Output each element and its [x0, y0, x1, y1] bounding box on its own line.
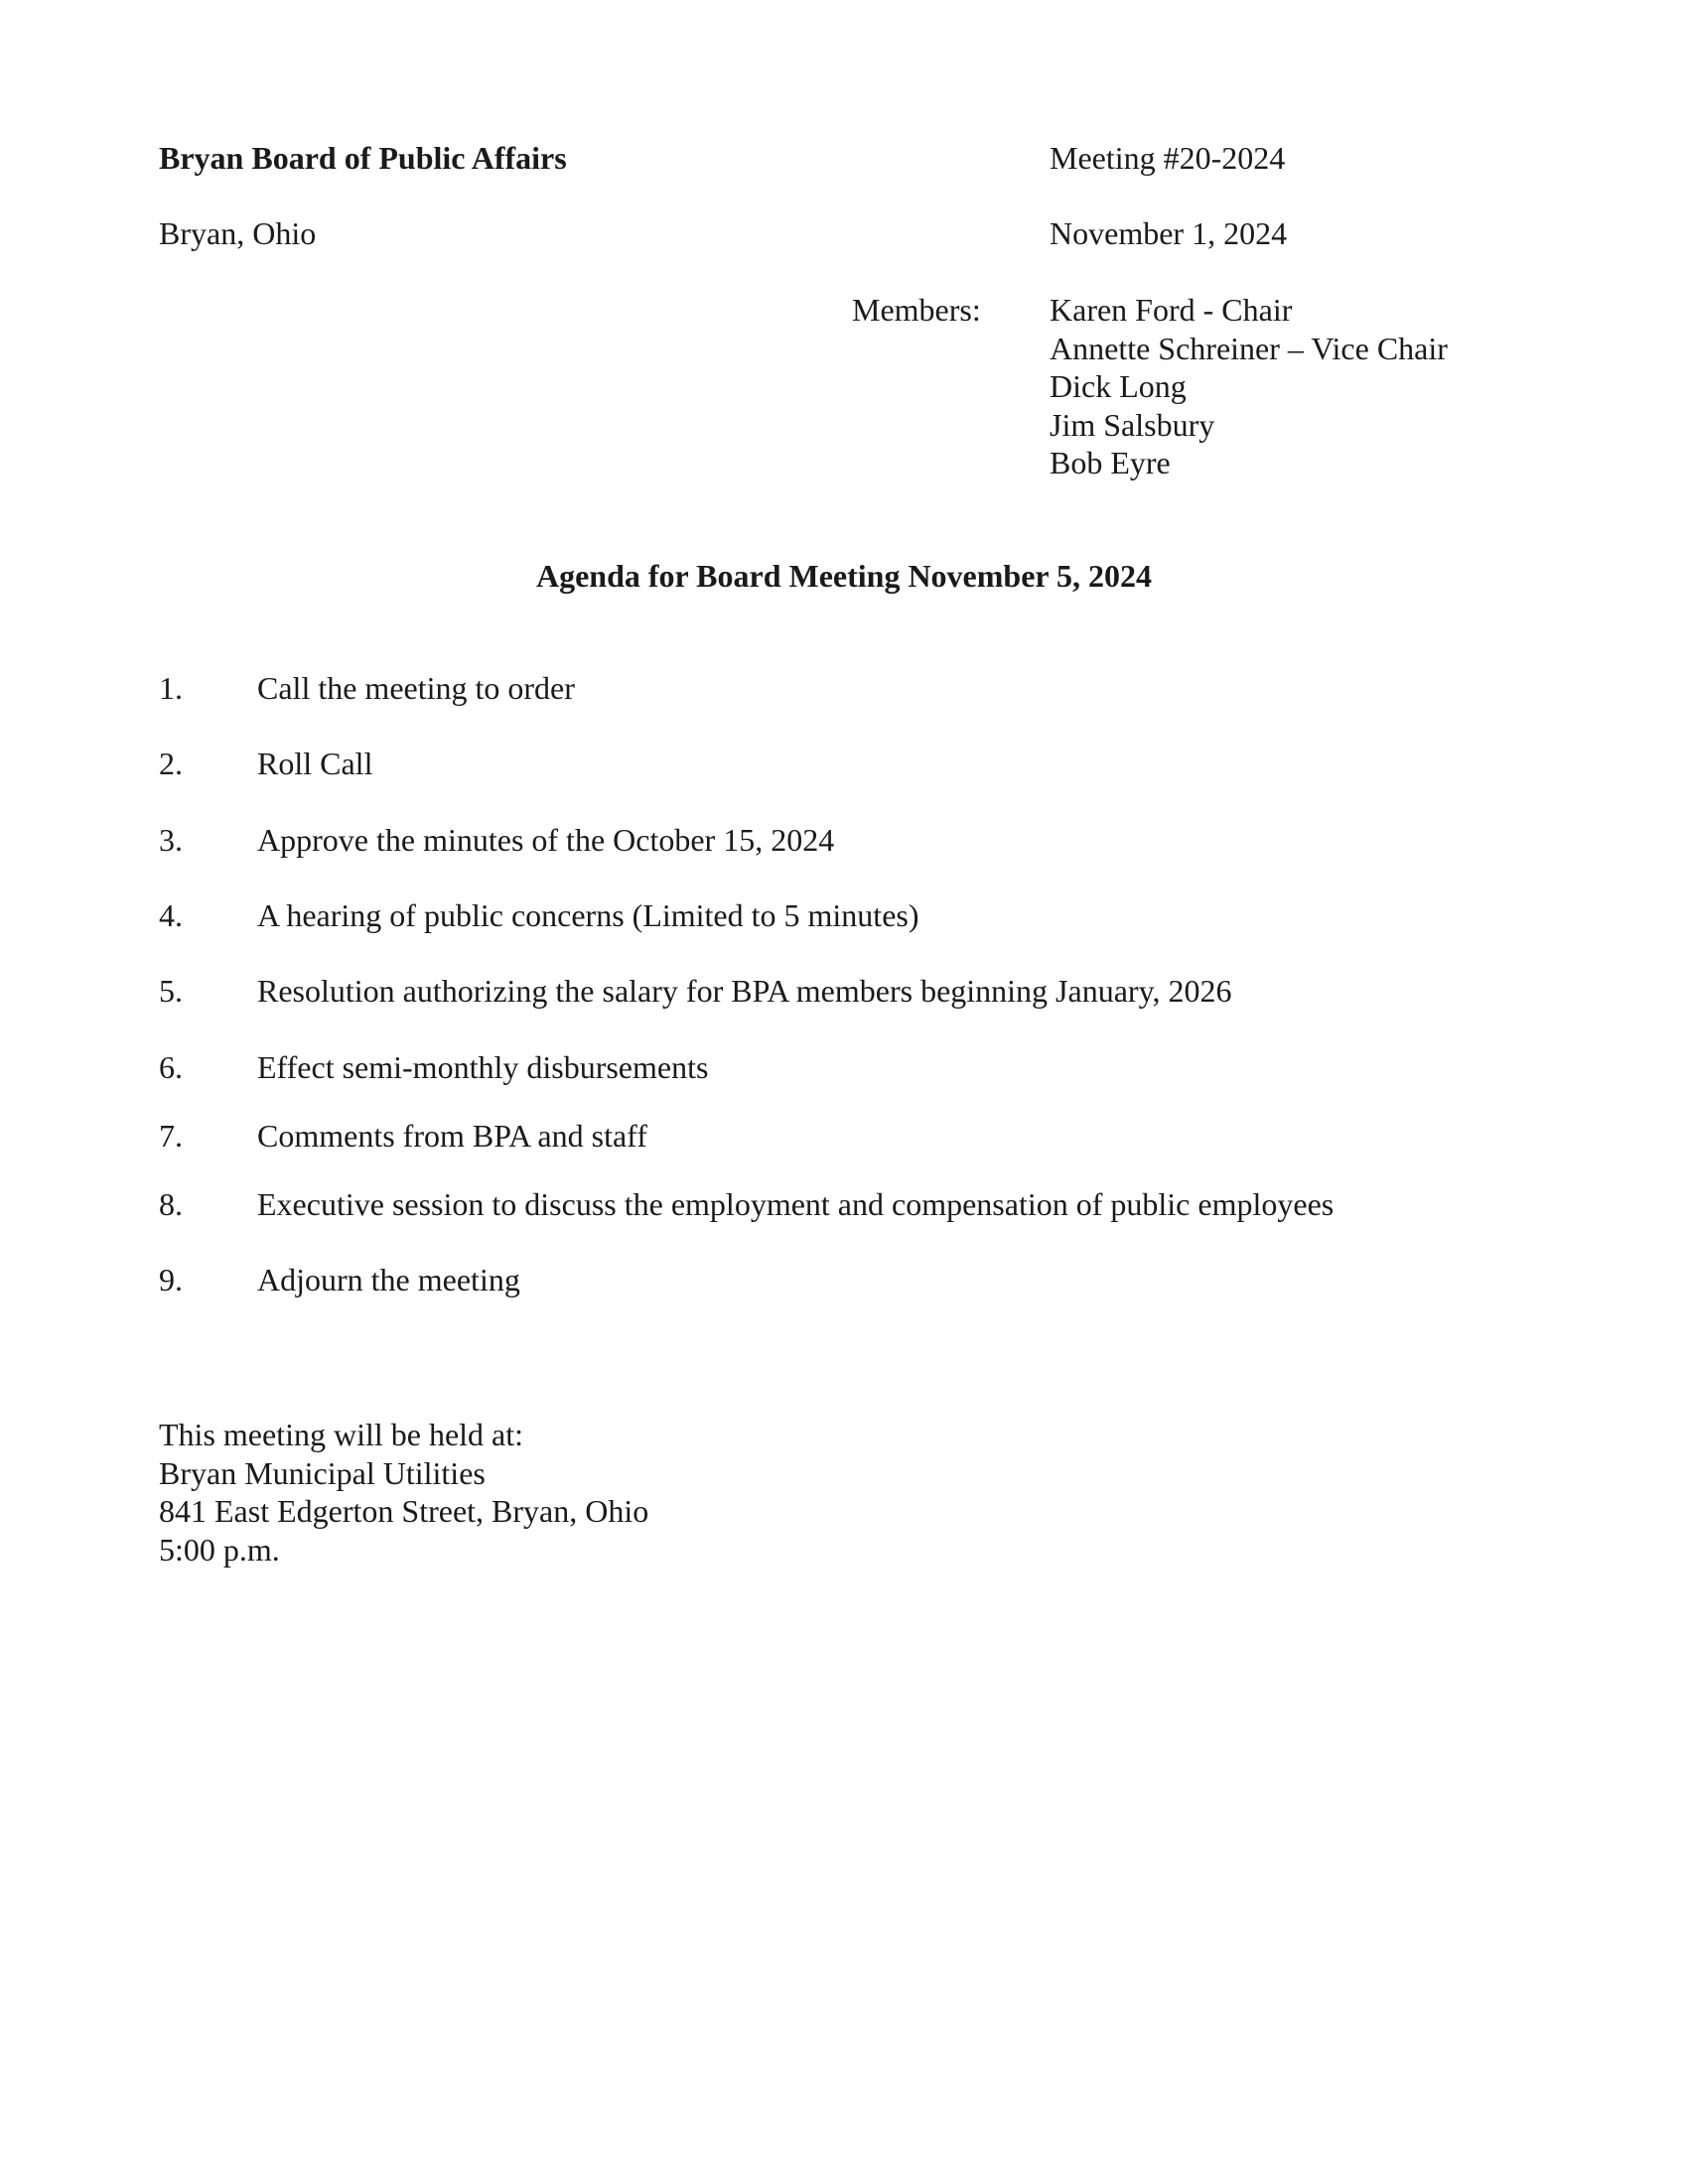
agenda-item-number: 5. [159, 973, 183, 1009]
organization-name: Bryan Board of Public Affairs [159, 140, 567, 176]
agenda-item-text: Resolution authorizing the salary for BPA members beginning January, 2026 [257, 973, 1232, 1009]
meeting-date: November 1, 2024 [1050, 215, 1288, 251]
organization-location: Bryan, Ohio [159, 215, 317, 251]
venue-name: Bryan Municipal Utilities [159, 1454, 486, 1491]
agenda-item-text: A hearing of public concerns (Limited to 5 minutes) [257, 897, 919, 933]
agenda-item-number: 4. [159, 897, 183, 933]
venue-address: 841 East Edgerton Street, Bryan, Ohio [159, 1493, 649, 1529]
agenda-item-number: 7. [159, 1118, 183, 1154]
member-item: Bob Eyre [1050, 445, 1171, 480]
agenda-item-number: 8. [159, 1186, 183, 1222]
agenda-item-text: Executive session to discuss the employment and compensation of public employees [257, 1186, 1335, 1222]
agenda-item-text: Effect semi-monthly disbursements [257, 1049, 709, 1085]
meeting-location-block [159, 1416, 648, 1569]
agenda-item-number: 2. [159, 746, 183, 781]
member-item: Karen Ford - Chair [1050, 292, 1293, 328]
meeting-time: 5:00 p.m. [159, 1531, 280, 1568]
location-intro: This meeting will be held at: [159, 1417, 524, 1452]
agenda-item-text: Call the meeting to order [257, 670, 575, 706]
agenda-item-number: 9. [159, 1262, 183, 1297]
agenda-item-number: 6. [159, 1049, 183, 1085]
member-item: Annette Schreiner – Vice Chair [1050, 330, 1448, 366]
agenda-item-text: Comments from BPA and staff [257, 1118, 647, 1154]
agenda-item-text: Roll Call [257, 746, 373, 781]
agenda-item-text: Approve the minutes of the October 15, 2024 [257, 822, 835, 858]
agenda-title: Agenda for Board Meeting November 5, 2024 [535, 558, 1153, 594]
agenda-item-text: Adjourn the meeting [257, 1262, 520, 1297]
member-item: Jim Salsbury [1050, 406, 1215, 443]
member-item: Dick Long [1050, 368, 1187, 404]
members-label: Members: [852, 292, 981, 328]
meeting-number: Meeting #20-2024 [1050, 140, 1286, 176]
members-list [1050, 291, 1448, 482]
agenda-item-number: 3. [159, 822, 183, 858]
agenda-item-number: 1. [159, 670, 183, 706]
